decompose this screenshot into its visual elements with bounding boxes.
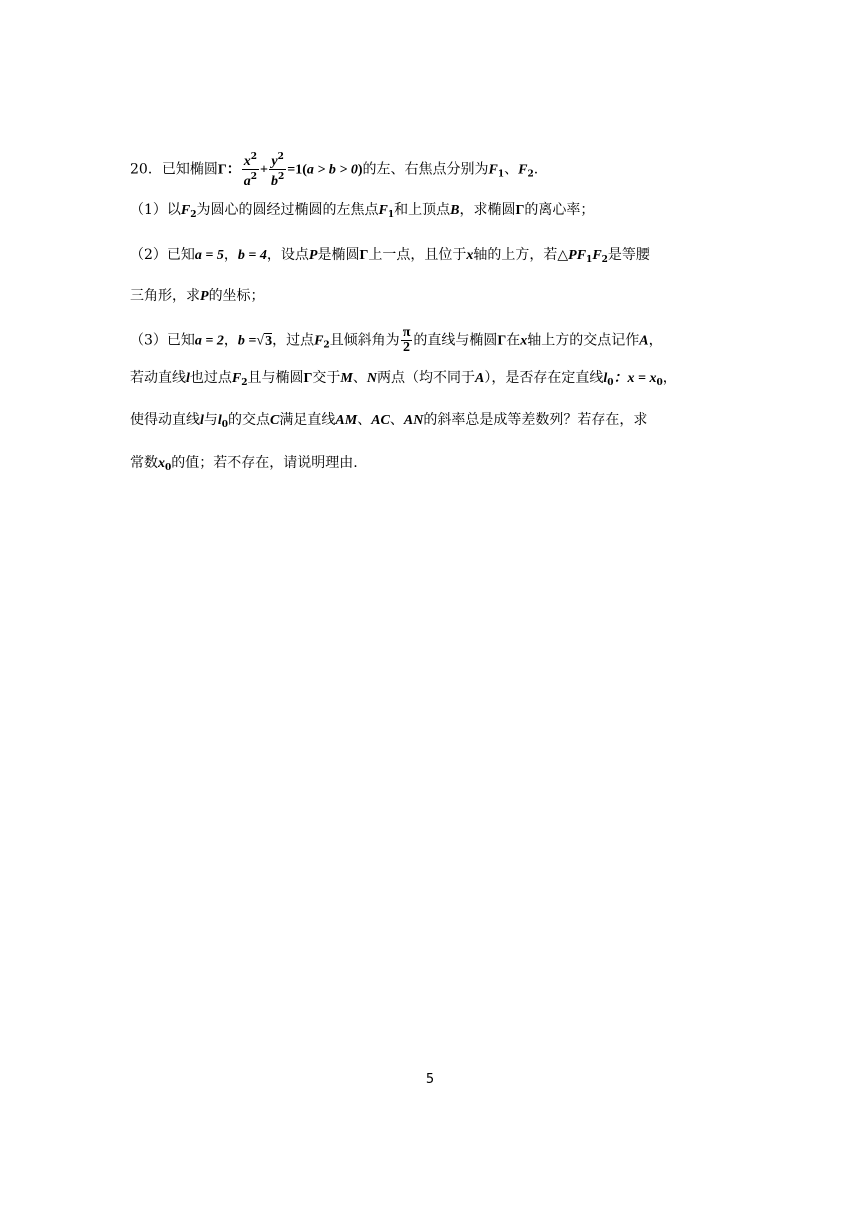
frac-pi: π bbox=[402, 325, 411, 340]
part-3-line-2 bbox=[130, 368, 677, 393]
part1-f2: F bbox=[180, 203, 191, 218]
part2-sub1: 1 bbox=[586, 255, 593, 265]
part3-x: x bbox=[520, 333, 528, 349]
colon: ： bbox=[226, 162, 241, 178]
fraction-y2-b2 bbox=[269, 150, 286, 189]
part1-gamma: Γ bbox=[515, 203, 525, 218]
frac-y: y bbox=[271, 154, 278, 169]
part1-f1: F bbox=[378, 203, 388, 218]
part3-text-5: 的直线与椭圆 bbox=[413, 332, 498, 349]
part2-pf: PF bbox=[568, 248, 587, 263]
part3-ac: AC bbox=[371, 413, 390, 428]
part3-f2b: F bbox=[231, 371, 242, 386]
problem-intro bbox=[130, 150, 538, 189]
frac-a: a bbox=[243, 174, 251, 189]
part3-line3-text-5: 、 bbox=[357, 412, 372, 428]
part2-text-4: 是椭圆 bbox=[317, 247, 360, 263]
part2-f: F bbox=[592, 248, 602, 263]
part3-line3-text-3: 的交点 bbox=[228, 412, 271, 428]
part3-text-1: （3）已知 bbox=[130, 332, 195, 349]
part-3 bbox=[130, 326, 663, 356]
part3-text-7: 轴上方的交点记作 bbox=[527, 332, 640, 349]
part3-a: A bbox=[639, 333, 649, 349]
part3-line2-text-6: 两点（均不同于 bbox=[377, 370, 475, 386]
page-number: 5 bbox=[425, 1072, 435, 1087]
part3-l2: l bbox=[200, 413, 204, 428]
part2-text-7: 是等腰 bbox=[607, 247, 650, 263]
part2-text-3: ，设点 bbox=[266, 247, 309, 263]
part1-text-2: 为圆心的圆经过椭圆的左焦点 bbox=[196, 202, 379, 218]
part1-text-4: ，求椭圆 bbox=[459, 202, 516, 218]
part2-text-1: （2）已知 bbox=[130, 247, 195, 263]
frac-x: x bbox=[243, 154, 251, 169]
close-paren: ) bbox=[357, 162, 363, 178]
part3-am: AM bbox=[335, 413, 358, 428]
part3-line3-text-1: 使得动直线 bbox=[130, 412, 200, 428]
part3-line4-text-1: 常数 bbox=[130, 455, 158, 471]
part3-line3-text-4: 满足直线 bbox=[279, 412, 336, 428]
part3-a-eq: a = 2 bbox=[194, 333, 224, 349]
intro-text-1: 已知椭圆 bbox=[161, 161, 218, 178]
part3-c: C bbox=[270, 413, 280, 428]
part3-a2: A bbox=[475, 371, 485, 386]
problem-number: 20． bbox=[130, 161, 162, 178]
part3-f2b-sub: 2 bbox=[241, 378, 248, 388]
part3-l02: l bbox=[217, 413, 222, 428]
part1-f2-sub: 2 bbox=[190, 210, 197, 220]
part3-line4-text-2: 的值；若不存在，请说明理由. bbox=[171, 455, 358, 471]
part-1 bbox=[130, 200, 594, 225]
part3-l0: l bbox=[603, 371, 608, 386]
frac-b: b bbox=[271, 174, 278, 189]
part3-line3-text-2: 与 bbox=[203, 412, 218, 428]
part3-line3-text-7: 的斜率总是成等差数列？若存在，求 bbox=[423, 412, 648, 428]
part3-text-3: ，过点 bbox=[272, 332, 315, 349]
frac-two: 2 bbox=[403, 340, 411, 355]
focus-f1: F bbox=[488, 162, 498, 178]
part1-text-3: 和上顶点 bbox=[394, 202, 451, 218]
part-2-continued bbox=[130, 286, 265, 307]
focus-f2: F bbox=[518, 162, 528, 178]
part3-l0-eq: ：x = x bbox=[613, 371, 657, 386]
part3-x0-sub2: 0 bbox=[165, 463, 172, 473]
part2-text-2: ， bbox=[223, 247, 238, 263]
part3-f2: F bbox=[314, 333, 324, 349]
part2-x: x bbox=[466, 248, 474, 263]
part3-text-4: 且倾斜角为 bbox=[329, 332, 400, 349]
part3-text-6: 在 bbox=[506, 332, 521, 349]
equals-one: =1( bbox=[287, 162, 307, 178]
sqrt-sign: √ bbox=[256, 333, 265, 349]
part2-gamma: Γ bbox=[359, 248, 369, 263]
part3-line3-text-6: 、 bbox=[389, 412, 404, 428]
part3-m: M bbox=[340, 371, 353, 386]
separator: 、 bbox=[504, 161, 519, 178]
part3-line2-text-4: 交于 bbox=[312, 370, 341, 386]
fraction-pi-2 bbox=[401, 326, 413, 355]
part3-text-8: ， bbox=[648, 332, 663, 349]
part3-gamma2: Γ bbox=[303, 371, 313, 386]
part3-x0: x bbox=[158, 456, 165, 471]
part3-text-2: ， bbox=[223, 332, 238, 349]
part3-n: N bbox=[366, 371, 377, 386]
part1-b: B bbox=[450, 203, 460, 218]
condition: a > b > 0 bbox=[306, 162, 358, 178]
part3-line2-text-5: 、 bbox=[352, 370, 367, 386]
part2-b-eq: b = 4 bbox=[237, 248, 267, 263]
part2-p2: P bbox=[200, 289, 209, 304]
part3-b-lhs: b = bbox=[237, 333, 257, 349]
part-3-line-3 bbox=[130, 410, 647, 435]
part3-line2-text-8: ， bbox=[662, 370, 677, 386]
part2-text-8: 三角形，求 bbox=[130, 288, 200, 304]
frac-a-exponent: 2 bbox=[250, 172, 258, 182]
part-2 bbox=[130, 245, 650, 270]
focus-f1-sub: 1 bbox=[497, 169, 505, 180]
frac-b-exponent: 2 bbox=[278, 172, 285, 182]
part3-gamma: Γ bbox=[497, 333, 507, 349]
part1-text-1: （1）以 bbox=[130, 202, 181, 218]
part3-l0-sub: 0 bbox=[607, 378, 614, 388]
part2-text-6: 轴的上方，若△ bbox=[473, 247, 569, 263]
part3-l: l bbox=[186, 371, 190, 386]
part3-line2-text-2: 也过点 bbox=[189, 370, 232, 386]
part3-line2-text-7: ），是否存在定直线 bbox=[484, 370, 604, 386]
focus-f2-sub: 2 bbox=[527, 169, 534, 180]
part3-f2-sub: 2 bbox=[323, 340, 330, 351]
frac-y-exponent: 2 bbox=[277, 152, 284, 162]
sqrt-value: 3 bbox=[265, 333, 273, 349]
part2-p: P bbox=[308, 248, 318, 263]
part3-an: AN bbox=[403, 413, 424, 428]
part3-l02-sub: 0 bbox=[221, 420, 229, 430]
part-3-line-4 bbox=[130, 453, 358, 478]
part2-text-9: 的坐标； bbox=[208, 288, 265, 304]
part1-text-5: 的离心率； bbox=[524, 202, 595, 218]
plus-sign: + bbox=[260, 162, 268, 178]
part2-text-5: 上一点，且位于 bbox=[368, 247, 467, 263]
part1-f1-sub: 1 bbox=[387, 210, 395, 220]
part2-sub2: 2 bbox=[601, 255, 608, 265]
part2-a-eq: a = 5 bbox=[194, 248, 224, 263]
intro-end: . bbox=[533, 161, 539, 178]
part3-line2-text-1: 若动直线 bbox=[130, 370, 186, 386]
fraction-x2-a2 bbox=[242, 150, 259, 189]
frac-x-exponent: 2 bbox=[250, 152, 258, 162]
part3-line2-text-3: 且与椭圆 bbox=[247, 370, 304, 386]
part3-x0-sub: 0 bbox=[656, 378, 663, 388]
gamma-symbol: Γ bbox=[217, 162, 227, 178]
intro-text-2: 的左、右焦点分别为 bbox=[362, 161, 489, 178]
